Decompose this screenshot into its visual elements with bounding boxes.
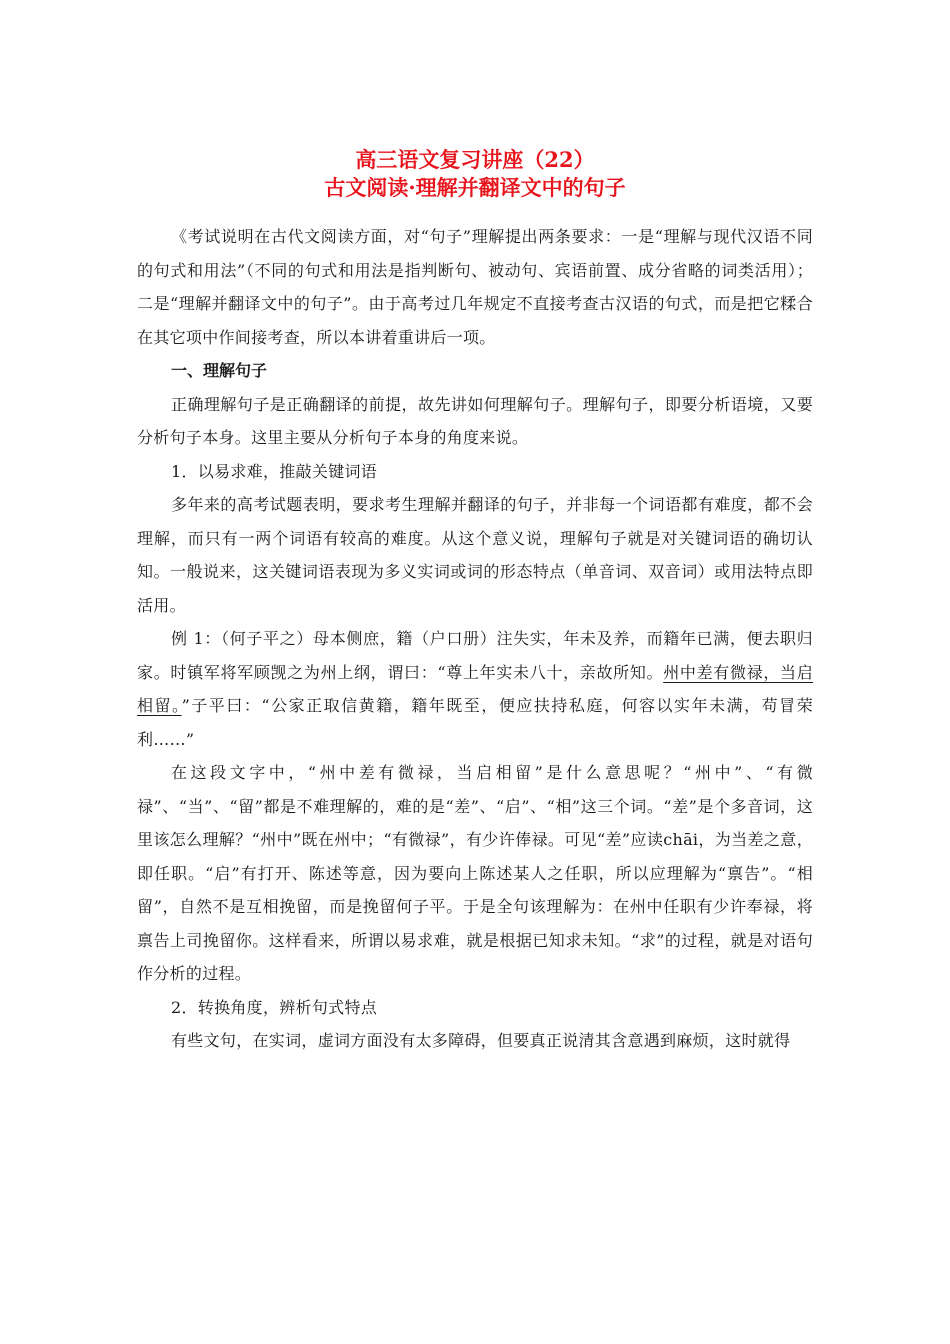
page-title: 高三语文复习讲座（22） [355, 147, 595, 172]
example-paragraph [137, 622, 813, 756]
analysis-paragraph: 在这段文字中，“州中差有微禄，当启相留”是什么意思呢？“州中”、“有微禄”、“当”、“留”都是不难理解的，难的是“差”、“启”、“相”这三个词。“差”是个多音词，这里该怎么理解？“州中”既在州中；“有微禄”，有少许俸禄。可见“差”应读chāi，为当差之意，即任职。“启”有打开、陈述等意，因为要向上陈述某人之任职，所以应理解为“禀告”。“相留”，自然不是互相挽留，而是挽留何子平。于是全句该理解为：在州中任职有少许奉禄，将禀告上司挽留你。这样看来，所谓以易求难，就是根据已知求未知。“求”的过程，就是对语句作分析的过程。 [137, 763, 813, 983]
subsection-heading-1: 1．以易求难，推敲关键词语 [171, 461, 378, 481]
intro-paragraph: 《考试说明在古代文阅读方面，对“句子”理解提出两条要求：一是“理解与现代汉语不同的句式和用法”（不同的句式和用法是指判断句、被动句、宾语前置、成分省略的词类活用）；二是“理解并翻译文中的句子”。由于高考过几年规定不直接考查古汉语的句式，而是把它糅合在其它项中作间接考查，所以本讲着重讲后一项。 [137, 227, 813, 347]
title-block [137, 146, 813, 202]
example-text-after: ”子平曰：“公家正取信黄籍，籍年既至，便应扶持私庭，何容以实年未满，苟冒荣利……” [137, 696, 813, 749]
section-heading: 一、理解句子 [171, 361, 268, 380]
example-text-before: 例 1：（何子平之）母本侧庶，籍（户口册）注失实，年未及养，而籍年已满，便去职归家。时镇军将军顾觊之为州上纲，谓曰：“尊上年实未八十，亲故所知。 [137, 629, 813, 682]
example-underlined-sentence: 州中差有微禄，当启相留。 [137, 662, 814, 715]
subsection-2-paragraph: 有些文句，在实词，虚词方面没有太多障碍，但要真正说清其含意遇到麻烦，这时就得 [171, 1031, 791, 1050]
subsection-heading-2: 2．转换角度，辨析句式特点 [171, 997, 378, 1017]
page-subtitle: 古文阅读·理解并翻译文中的句子 [324, 175, 626, 200]
document-page [137, 146, 813, 1058]
subsection-1-paragraph: 多年来的高考试题表明，要求考生理解并翻译的句子，并非每一个词语都有难度，都不会理解，而只有一两个词语有较高的难度。从这个意义说，理解句子就是对关键词语的确切认知。一般说来，这关键词语表现为多义实词或词的形态特点（单音词、双音词）或用法特点即活用。 [137, 495, 813, 615]
section-intro-paragraph: 正确理解句子是正确翻译的前提，故先讲如何理解句子。理解句子，即要分析语境，又要分析句子本身。这里主要从分析句子本身的角度来说。 [137, 394, 813, 447]
